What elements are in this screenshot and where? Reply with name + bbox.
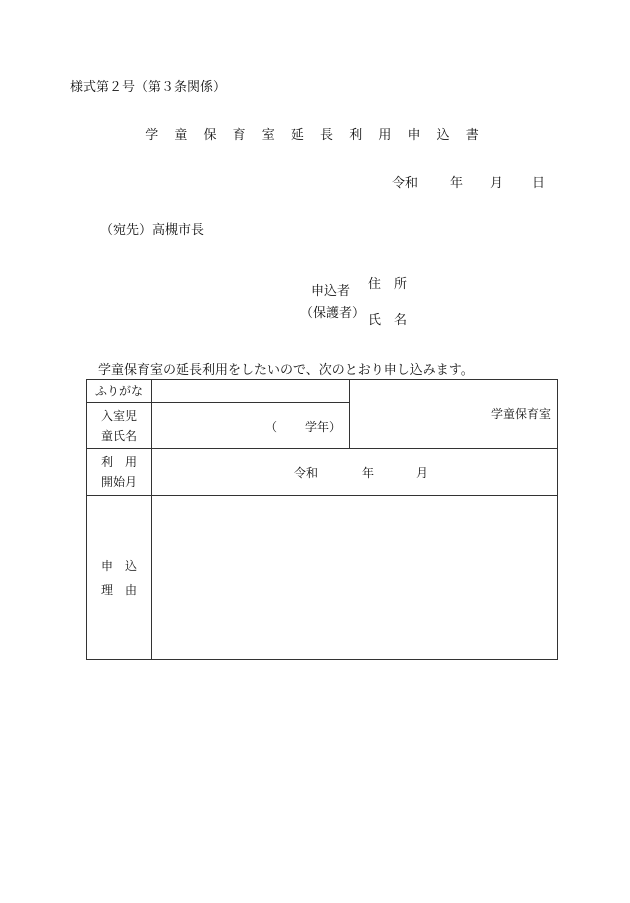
reason-label <box>87 496 152 660</box>
addressee: （宛先）高槻市長 <box>100 223 205 238</box>
application-table <box>86 379 558 660</box>
grade-group <box>265 418 341 435</box>
reason-field[interactable] <box>152 496 558 660</box>
child-name-label-line1: 入室児 <box>100 408 137 423</box>
child-name-label <box>87 403 152 449</box>
guardian-label: （保護者） <box>300 306 366 321</box>
start-month: 月 <box>416 465 429 480</box>
child-name-field[interactable] <box>152 403 350 449</box>
reason-label-line1: 申 込 <box>100 558 137 573</box>
grade-open: （ <box>264 420 277 434</box>
start-month-field[interactable] <box>152 449 558 496</box>
start-label-line2: 開始月 <box>100 475 137 489</box>
school-room-label: 学童保育室 <box>490 406 551 421</box>
grade-close: 学年） <box>304 420 341 434</box>
applicant-label: 申込者 <box>311 284 351 299</box>
start-label-line1: 利 用 <box>100 455 137 469</box>
document-title: 学 童 保 育 室 延 長 利 用 申 込 書 <box>145 128 485 143</box>
date-era: 令和 <box>392 176 419 191</box>
date-month-label: 月 <box>490 176 504 191</box>
start-month-label <box>87 449 152 496</box>
form-number: 様式第２号（第３条関係） <box>70 80 227 95</box>
address-label: 住 所 <box>368 277 408 292</box>
name-label: 氏 名 <box>368 313 408 328</box>
furigana-label: ふりがな <box>87 380 152 403</box>
start-year: 年 <box>362 465 375 480</box>
intro-text: 学童保育室の延長利用をしたいので、次のとおり申し込みます。 <box>98 363 474 378</box>
child-name-label-line2: 童氏名 <box>100 428 137 443</box>
school-room-field[interactable] <box>350 380 558 449</box>
furigana-field[interactable] <box>152 380 350 403</box>
reason-label-line2: 理 由 <box>100 582 137 597</box>
date-day-label: 日 <box>532 176 546 191</box>
start-era: 令和 <box>294 465 319 480</box>
date-year-label: 年 <box>450 176 464 191</box>
